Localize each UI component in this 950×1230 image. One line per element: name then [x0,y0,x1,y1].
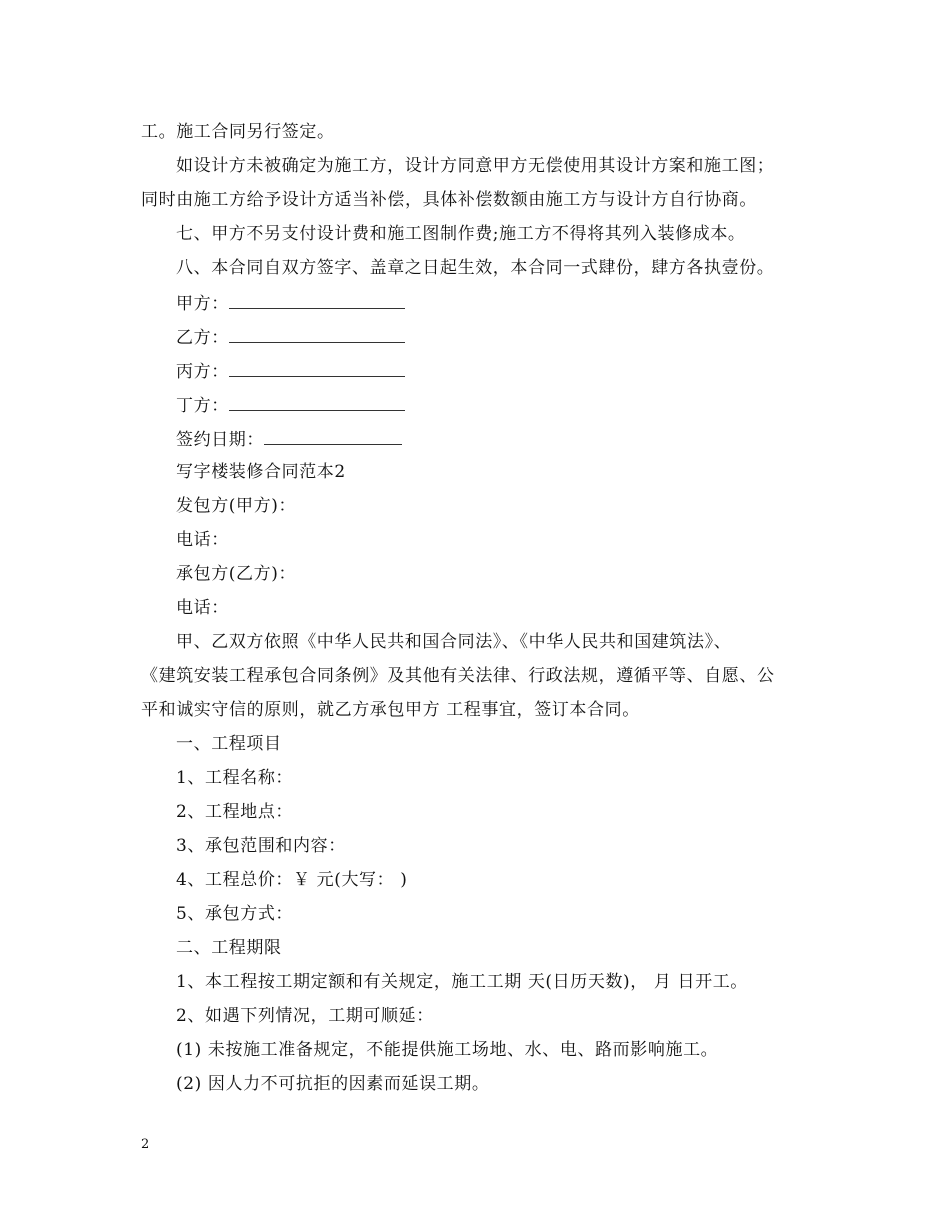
list-item: (1) 未按施工准备规定，不能提供施工场地、水、电、路而影响施工。 [176,1040,719,1060]
paragraph-line: 电话： [176,530,229,550]
signature-label: 丙方： [176,362,229,382]
signature-blank [229,359,405,377]
list-item: 4、工程总价：￥ 元(大写： ) [176,870,408,890]
section-heading: 一、工程项目 [176,734,282,754]
paragraph-line: 工。施工合同另行签定。 [141,122,335,142]
paragraph-line: 承包方(乙方)： [176,564,297,584]
list-item: (2) 因人力不可抗拒的因素而延误工期。 [176,1074,490,1094]
page-number: 2 [141,1137,150,1152]
signature-blank [229,291,405,309]
signature-line-party-d [176,393,405,417]
signature-line-party-c [176,359,405,383]
signature-line-party-b [176,325,405,349]
signature-line-date [176,427,402,451]
signature-label: 乙方： [176,328,229,348]
paragraph-line: 甲、乙双方依照《中华人民共和国合同法》、《中华人民共和国建筑法》、 [176,632,732,652]
signature-label: 签约日期： [176,430,264,450]
paragraph-line: 同时由施工方给予设计方适当补偿，具体补偿数额由施工方与设计方自行协商。 [141,190,757,210]
paragraph-line: 发包方(甲方)： [176,496,297,516]
paragraph-line: 电话： [176,598,229,618]
paragraph-line: 平和诚实守信的原则，就乙方承包甲方 工程事宜，签订本合同。 [141,700,640,720]
list-item: 2、如遇下列情况，工期可顺延： [176,1006,434,1026]
paragraph-line: 如设计方未被确定为施工方，设计方同意甲方无偿使用其设计方案和施工图； [176,156,775,176]
list-item: 2、工程地点： [176,802,294,822]
signature-blank [229,325,405,343]
list-item: 1、本工程按工期定额和有关规定，施工工期 天(日历天数)， 月 日开工。 [176,972,748,992]
paragraph-line: 七、甲方不另支付设计费和施工图制作费;施工方不得将其列入装修成本。 [176,224,746,244]
list-item: 1、工程名称： [176,768,294,788]
signature-label: 甲方： [176,294,229,314]
signature-blank [264,427,402,445]
section-title: 写字楼装修合同范本2 [176,462,346,482]
paragraph-line: 《建筑安装工程承包合同条例》及其他有关法律、行政法规，遵循平等、自愿、公 [141,666,775,686]
signature-blank [229,393,405,411]
list-item: 5、承包方式： [176,904,294,924]
list-item: 3、承包范围和内容： [176,836,346,856]
signature-label: 丁方： [176,396,229,416]
signature-line-party-a [176,291,405,315]
paragraph-line: 八、本合同自双方签字、盖章之日起生效，本合同一式肆份，肆方各执壹份。 [176,258,775,278]
section-heading: 二、工程期限 [176,938,282,958]
